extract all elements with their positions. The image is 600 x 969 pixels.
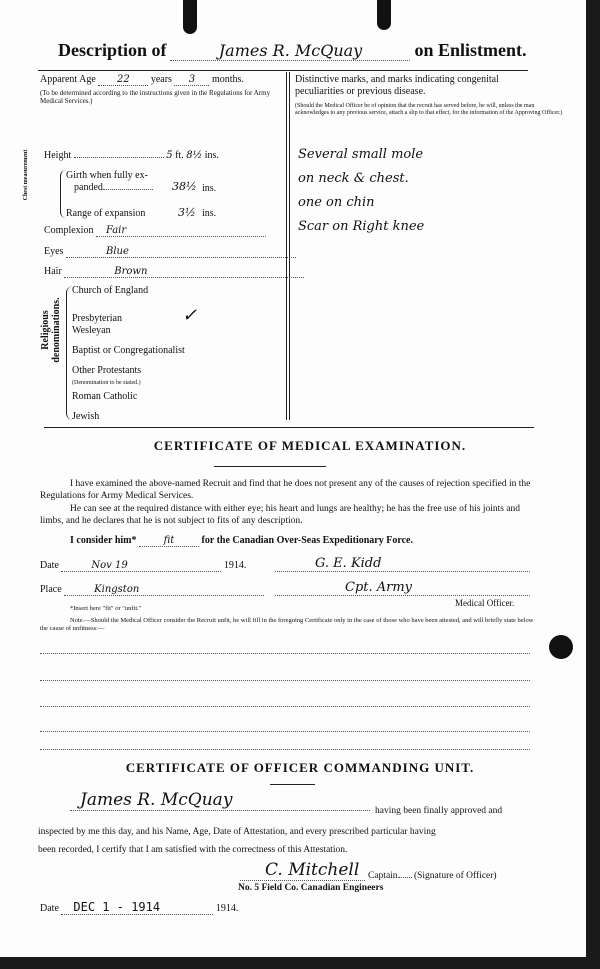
officer-signature: C. Mitchell: [240, 860, 365, 881]
medical-place-row: Place Kingston: [40, 584, 264, 596]
age-note: (To be determined according to the instructions given in the Regulations for Army Medical Services.): [40, 89, 271, 105]
commanding-text-3: been recorded, I certify that I am satisfied with the correctness of this Attestation.: [38, 845, 348, 855]
girth-label: Girth when fully ex- panded: [66, 170, 153, 194]
commanding-text-1: having been finally approved and: [375, 806, 503, 816]
religion-item: Baptist or Congregationalist: [72, 345, 185, 356]
complexion-row: Complexion Fair: [44, 225, 274, 237]
distinctive-heading: Distinctive marks, and marks indicating congenital peculiarities or previous disease.: [295, 74, 499, 97]
religion-item: Church of England: [72, 285, 149, 296]
ink-blot: [377, 0, 391, 30]
medical-date-row: Date Nov 19 1914.: [40, 560, 247, 571]
medical-footnote: *Insert here "fit" or "unfit.": [70, 605, 142, 612]
ink-blot: [183, 0, 197, 34]
eyes-row: Eyes Blue: [44, 246, 274, 258]
medical-place-value: Kingston: [64, 584, 264, 596]
medical-officer-title: Medical Officer.: [455, 598, 515, 608]
commanding-text-2: inspected by me this day, and his Name, Age, Date of Attestation, and every prescribed particular having: [38, 827, 436, 837]
range-value: 3½: [178, 206, 196, 219]
medical-para-2: He can see at the required distance with either eye; his heart and lungs are healthy; he has the free use of his joints and limbs, and he declares that he is not subject to fits of any description.: [40, 504, 521, 526]
height-ft-value: 5: [166, 150, 173, 161]
fitness-value: fit: [139, 535, 199, 547]
religion-item: Wesleyan: [72, 325, 111, 336]
religion-item: Other Protestants: [72, 365, 142, 376]
blank-line: [40, 680, 530, 681]
blank-line: [40, 749, 530, 750]
hair-value: Brown: [64, 266, 304, 278]
age-months-field: 3: [174, 74, 209, 86]
medical-officer-signature: G. E. Kidd: [275, 556, 530, 572]
blank-line: [40, 653, 530, 654]
distinctive-marks: Several small mole on neck & chest. one on chin Scar on Right knee: [298, 147, 425, 234]
medical-heading: CERTIFICATE OF MEDICAL EXAMINATION.: [153, 438, 467, 453]
complexion-value: Fair: [96, 225, 266, 237]
consider-row: I consider him* fit for the Canadian Over-Seas Expeditionary Force.: [70, 535, 413, 546]
religion-side-label: Religious denominations.: [40, 297, 62, 363]
section-divider: [44, 427, 534, 428]
recruit-name-handwritten: James R. McQuay: [170, 41, 410, 61]
height-ins-value: 8½: [186, 150, 203, 161]
top-divider: [38, 70, 528, 71]
medical-officer-rank: Cpt. Army: [275, 580, 530, 596]
title-suffix: on Enlistment.: [414, 40, 527, 60]
girth-ins-label: ins.: [202, 183, 217, 194]
age-years-field: 22: [98, 74, 148, 86]
chest-side-label: Chest measurement: [23, 149, 29, 201]
religion-item: Roman Catholic: [72, 391, 138, 402]
medical-note: Note.—Should the Medical Officer consider the Recruit unfit, he will fill in the foregoing Certificate only in the case of those who have been attested, and will briefly state below the cause of unfitness:—: [40, 617, 534, 632]
range-label: Range of expansion: [66, 208, 146, 219]
distinctive-note: (Should the Medical Officer be of opinion that the recruit has served before, he will, unless the man acknowledges to any previous service, attach a slip to that effect, for the information of the Approving Officer.): [295, 103, 563, 116]
height-row: Height 5 ft. 8½ ins.: [44, 150, 219, 161]
religion-item: Presbyterian ✓: [72, 305, 198, 326]
commanding-heading: CERTIFICATE OF OFFICER COMMANDING UNIT.: [125, 760, 475, 775]
unit-name: No. 5 Field Co. Canadian Engineers: [238, 883, 384, 893]
girth-value: 38½: [172, 180, 197, 193]
recruit-signature: James R. McQuay: [70, 790, 370, 811]
title-prefix: Description of: [58, 40, 167, 60]
medical-para-1: I have examined the above-named Recruit and find that he does not present any of the causes of rejection specified in the Regulations for Army Medical Services.: [40, 479, 531, 501]
medical-date-value: Nov 19: [61, 560, 221, 572]
heading-underline: [214, 466, 326, 467]
religion-item: Jewish: [72, 411, 100, 422]
apparent-age-row: Apparent Age 22 years 3 months.: [40, 74, 244, 85]
religion-list: [72, 285, 282, 431]
religion-checkmark: ✓: [182, 305, 198, 326]
blank-line: [40, 731, 530, 732]
heading-underline: [270, 784, 315, 785]
officer-rank-row: Captain (Signature of Officer): [368, 871, 497, 881]
date-stamp: DEC 1 - 1914: [61, 900, 213, 915]
eyes-value: Blue: [66, 246, 296, 258]
commanding-date-row: Date DEC 1 - 1914 1914.: [40, 900, 239, 914]
blank-line: [40, 706, 530, 707]
page-title: [58, 40, 528, 64]
hair-row: Hair Brown: [44, 266, 274, 278]
punch-hole: [549, 635, 573, 659]
other-note: (Denomination to be stated.): [72, 380, 141, 386]
range-ins-label: ins.: [202, 208, 217, 219]
